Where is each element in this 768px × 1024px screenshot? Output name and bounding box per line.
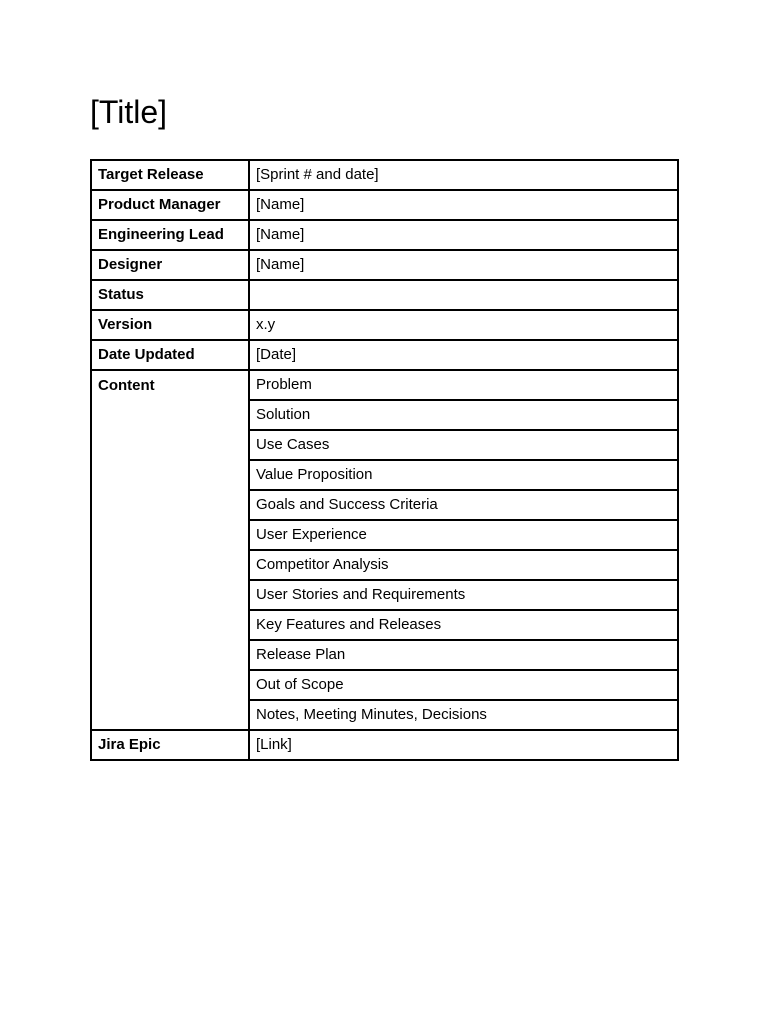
content-item-competitor-analysis[interactable]: Competitor Analysis [249, 550, 678, 580]
target-release-label: Target Release [91, 160, 249, 190]
content-item-goals-success-criteria[interactable]: Goals and Success Criteria [249, 490, 678, 520]
content-item-notes-minutes-decisions[interactable]: Notes, Meeting Minutes, Decisions [249, 700, 678, 730]
row-target-release [91, 160, 678, 190]
row-status [91, 280, 678, 310]
version-label: Version [91, 310, 249, 340]
content-item-user-experience[interactable]: User Experience [249, 520, 678, 550]
content-item-user-stories-requirements[interactable]: User Stories and Requirements [249, 580, 678, 610]
content-label: Content [91, 370, 249, 730]
row-jira-epic [91, 730, 678, 760]
row-engineering-lead [91, 220, 678, 250]
content-item-release-plan[interactable]: Release Plan [249, 640, 678, 670]
date-updated-value[interactable]: [Date] [249, 340, 678, 370]
row-designer [91, 250, 678, 280]
designer-value[interactable]: [Name] [249, 250, 678, 280]
document-title: [Title] [90, 94, 168, 130]
row-content-problem [91, 370, 678, 400]
product-manager-label: Product Manager [91, 190, 249, 220]
jira-epic-label: Jira Epic [91, 730, 249, 760]
row-product-manager [91, 190, 678, 220]
status-label: Status [91, 280, 249, 310]
content-item-problem[interactable]: Problem [249, 370, 678, 400]
content-item-value-proposition[interactable]: Value Proposition [249, 460, 678, 490]
row-version [91, 310, 678, 340]
product-manager-value[interactable]: [Name] [249, 190, 678, 220]
engineering-lead-label: Engineering Lead [91, 220, 249, 250]
target-release-value[interactable]: [Sprint # and date] [249, 160, 678, 190]
date-updated-label: Date Updated [91, 340, 249, 370]
content-item-use-cases[interactable]: Use Cases [249, 430, 678, 460]
content-item-solution[interactable]: Solution [249, 400, 678, 430]
content-item-key-features-releases[interactable]: Key Features and Releases [249, 610, 678, 640]
status-value[interactable] [249, 280, 678, 310]
designer-label: Designer [91, 250, 249, 280]
jira-epic-link[interactable]: [Link] [249, 730, 678, 760]
content-item-out-of-scope[interactable]: Out of Scope [249, 670, 678, 700]
version-value[interactable]: x.y [249, 310, 678, 340]
row-date-updated [91, 340, 678, 370]
engineering-lead-value[interactable]: [Name] [249, 220, 678, 250]
document-metadata-table [90, 159, 679, 761]
